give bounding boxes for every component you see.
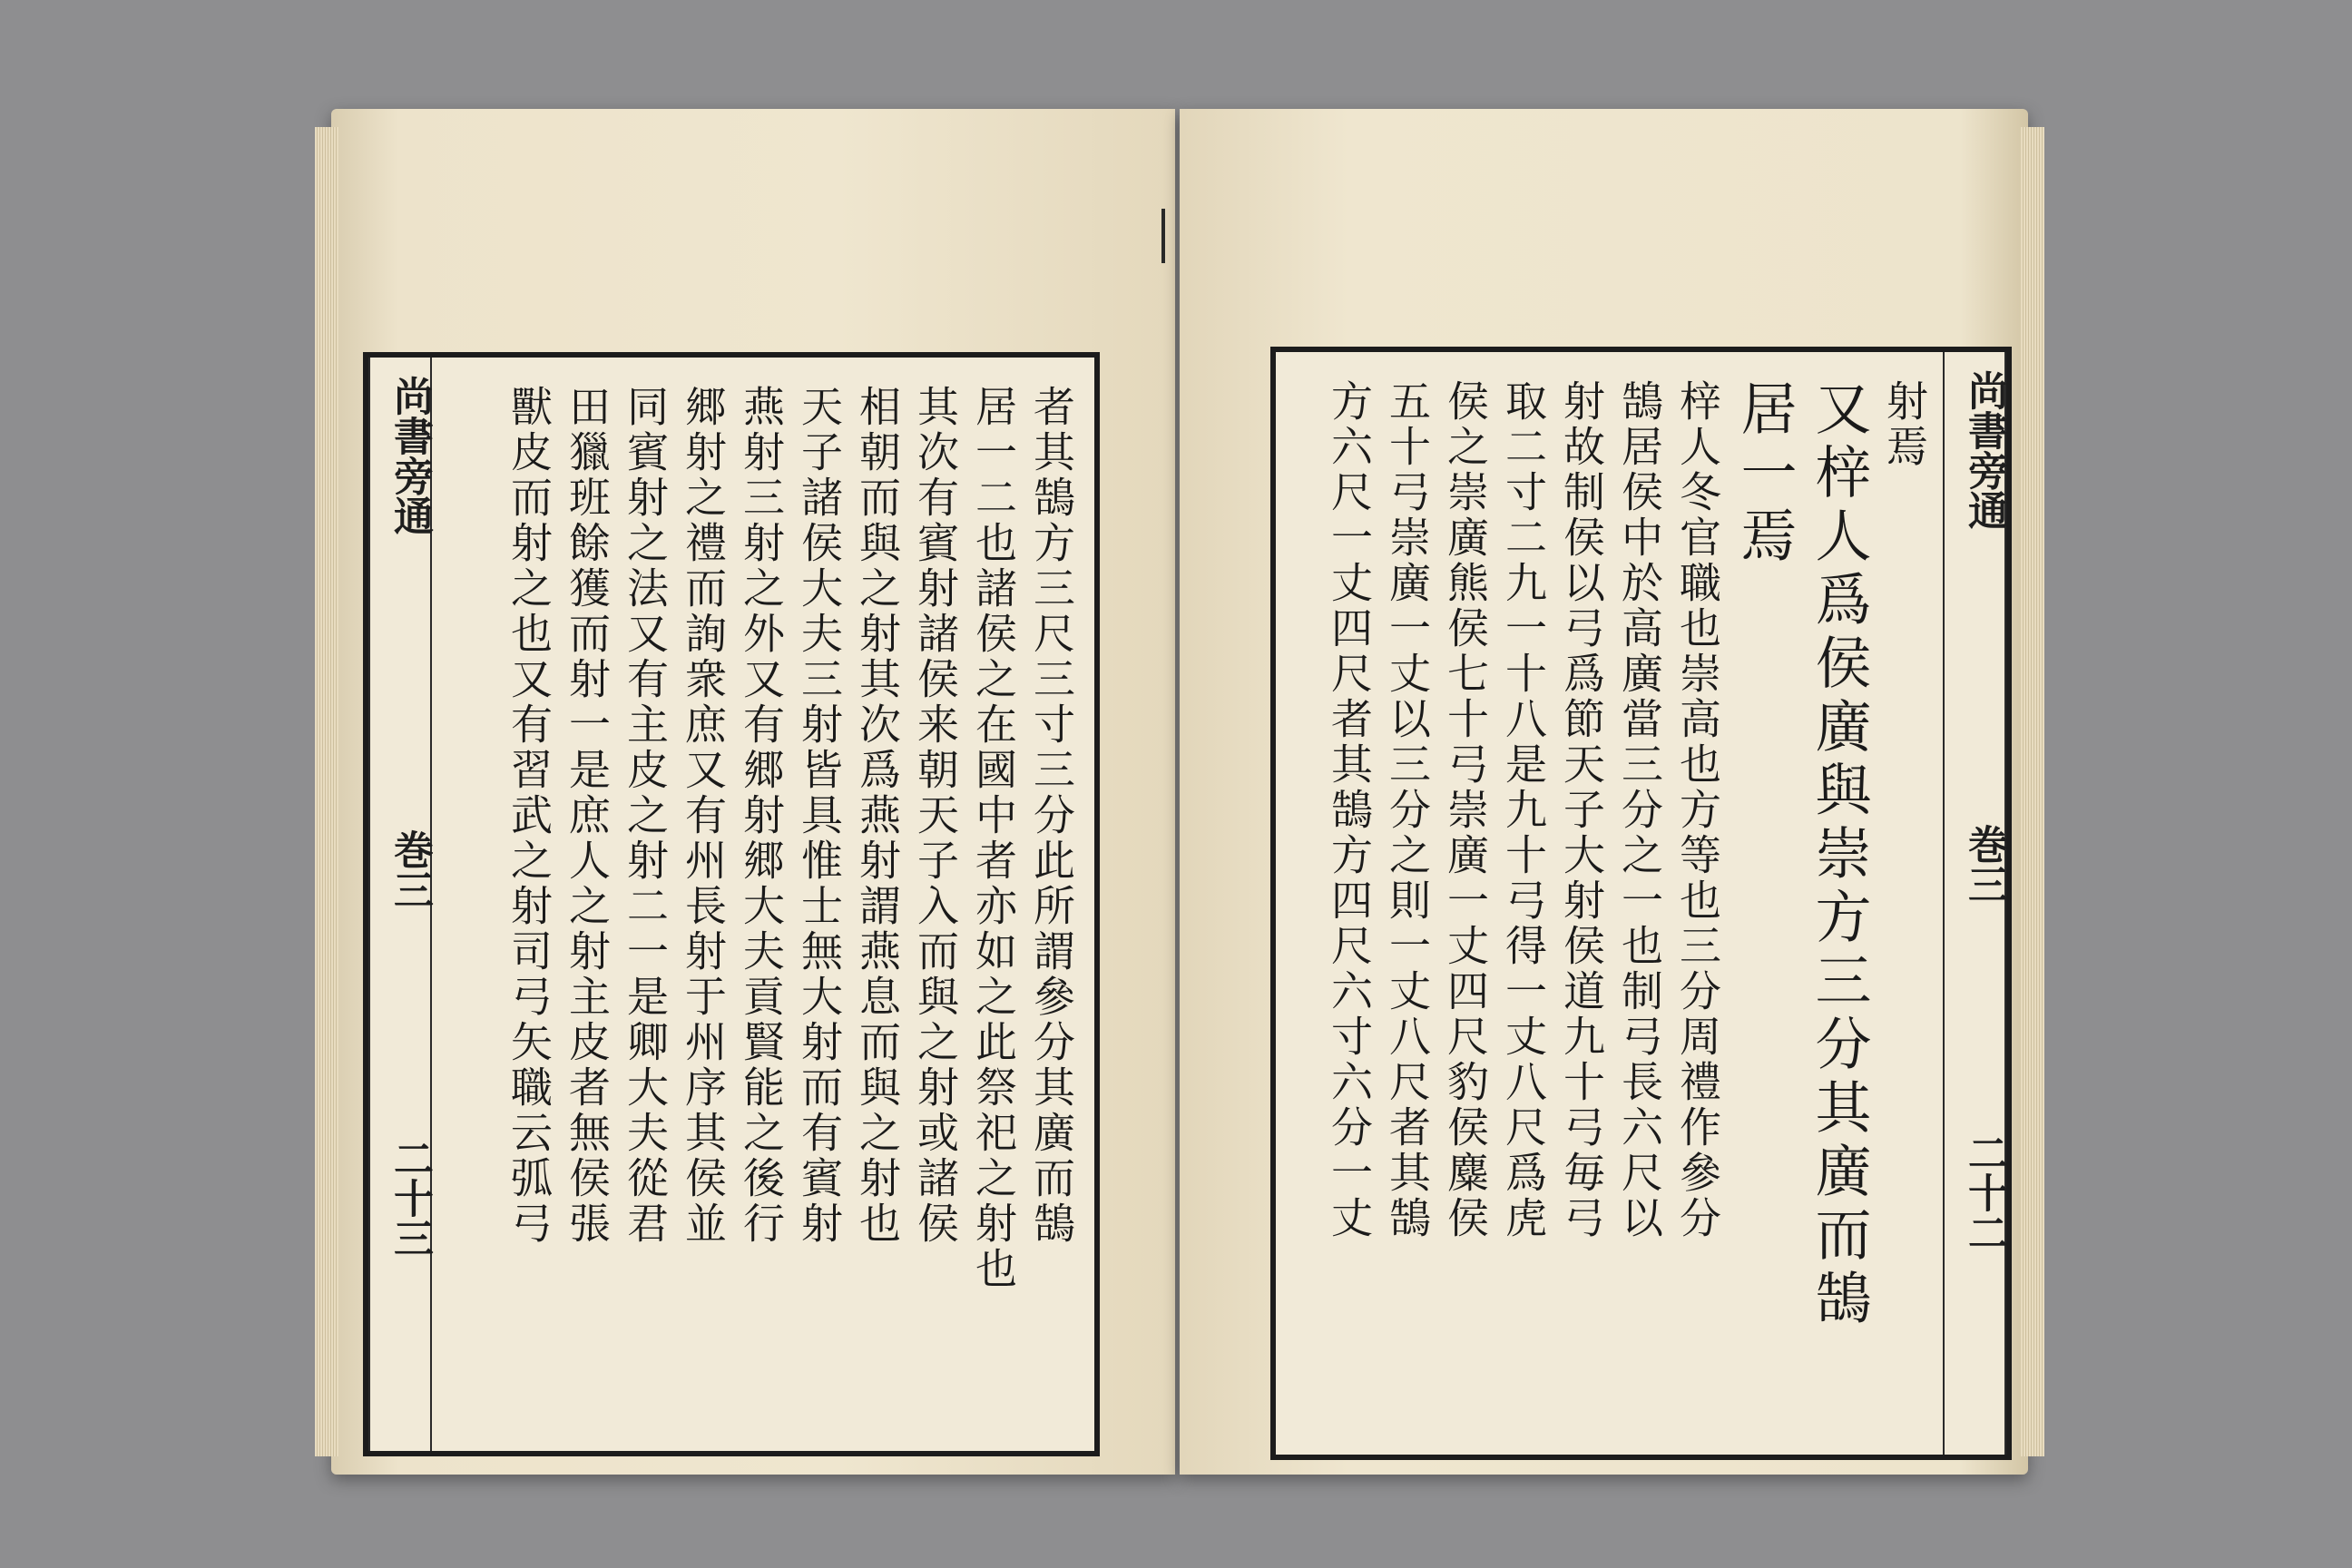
volume-label: 巻三 [387, 829, 433, 909]
volume-label: 巻三 [1961, 824, 2007, 904]
text-line: 郷射之禮而詢衆庶又有州長射于州序其侯並 [679, 385, 728, 1247]
text-line: 侯之崇廣熊侯七十弓崇廣一丈四尺豹侯麋侯 [1441, 379, 1490, 1241]
text-body [1289, 379, 1934, 1418]
text-line: 者其鵠方三尺三寸三分此所謂參分其廣而鵠 [1027, 385, 1076, 1247]
text-frame [363, 352, 1100, 1456]
open-book [313, 100, 2046, 1479]
text-line: 同賓射之法又有主皮之射二一是卿大夫從君 [621, 385, 670, 1247]
text-line: 取二寸二九一十八是九十弓得一丈八尺爲虎 [1499, 379, 1548, 1241]
fore-edge-column [1943, 352, 2006, 1455]
spine-mark [1161, 209, 1165, 263]
text-line: 梓人冬官職也崇高也方等也三分周禮作參分 [1673, 379, 1722, 1241]
text-line: 射焉 [1880, 379, 1929, 470]
book-title: 尚書旁通 [1961, 370, 2007, 530]
text-line: 五十弓崇廣一丈以三分之則一丈八尺者其鵠 [1383, 379, 1432, 1241]
text-line: 其次有賓射諸侯来朝天子入而與之射或諸侯 [911, 385, 960, 1247]
text-body [441, 385, 1081, 1415]
text-line: 田獵班餘獲而射一是庶人之射主皮者無侯張 [563, 385, 612, 1247]
page-edge [315, 127, 338, 1456]
text-line: 天子諸侯大夫三射皆具惟士無大射而有賓射 [795, 385, 844, 1247]
text-line: 鵠居侯中於高廣當三分之一也制弓長六尺以 [1615, 379, 1664, 1241]
text-line: 射故制侯以弓爲節天子大射侯道九十弓毎弓 [1557, 379, 1606, 1241]
text-line-heading: 居一焉 [1731, 379, 1798, 570]
text-line-heading: 又梓人爲侯廣與崇方三分其廣而鵠 [1806, 379, 1872, 1332]
text-line: 方六尺一丈四尺者其鵠方四尺六寸六分一丈 [1325, 379, 1374, 1241]
text-line: 相朝而與之射其次爲燕射謂燕息而與之射也 [853, 385, 902, 1247]
text-frame [1270, 347, 2012, 1460]
right-page [1180, 109, 2028, 1475]
text-line: 獸皮而射之也又有習武之射司弓矢職云弧弓 [505, 385, 554, 1247]
book-title: 尚書旁通 [387, 376, 433, 535]
folio-number: 二十三 [387, 1138, 433, 1258]
text-line: 居一二也諸侯之在國中者亦如之此祭祀之射也 [969, 385, 1018, 1292]
text-line: 燕射三射之外又有郷射郷大夫貢賢能之後行 [737, 385, 786, 1247]
page-edge [2021, 127, 2044, 1456]
folio-number: 二十二 [1961, 1132, 2007, 1252]
left-page [331, 109, 1175, 1475]
fore-edge-column [368, 358, 432, 1451]
